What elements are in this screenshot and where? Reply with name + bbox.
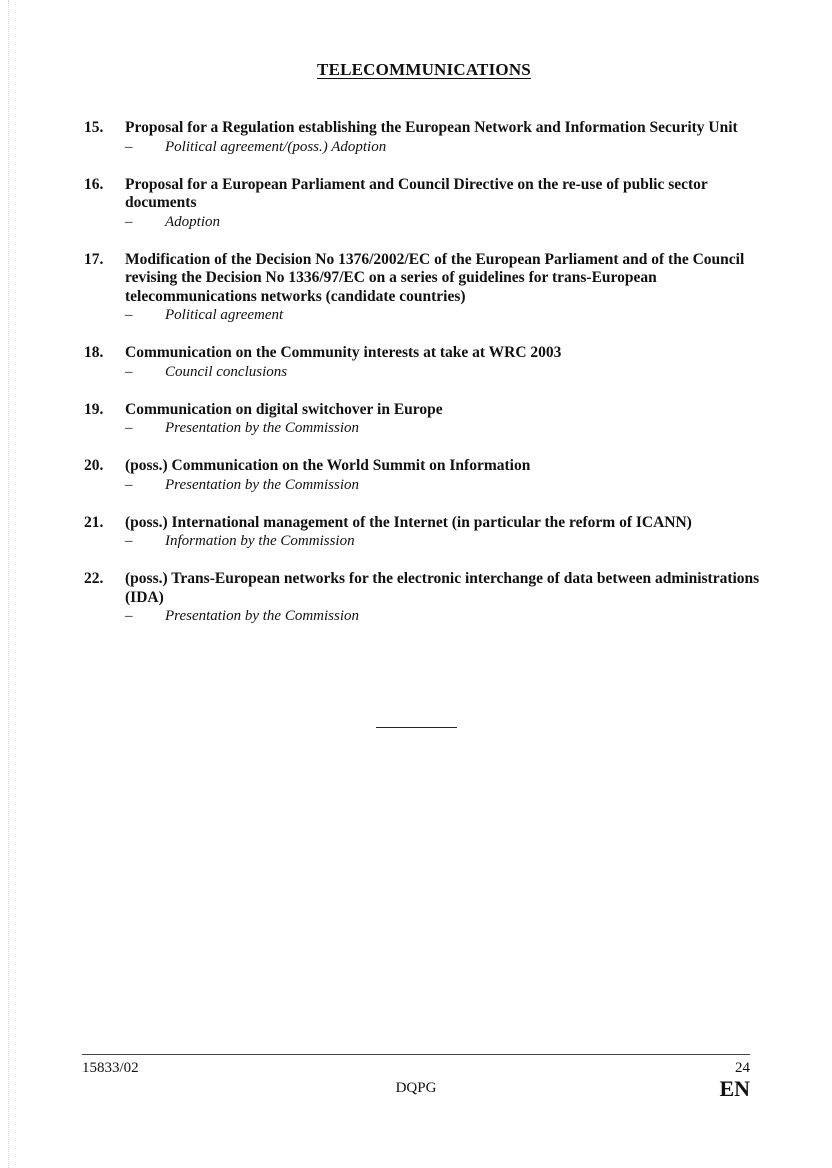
item-title: Modification of the Decision No 1376/2002/EC of the European Parliament and of the Council revising the Decision No 1336/97/EC on a series of guidelines for trans-European telecommunications networks (candidate countries) bbox=[125, 250, 745, 305]
item-number: 20. bbox=[84, 457, 104, 474]
item-action-text: Council conclusions bbox=[165, 363, 288, 380]
item-action bbox=[125, 532, 764, 551]
dash-marker: – bbox=[125, 138, 133, 155]
item-number: 21. bbox=[84, 513, 104, 531]
footer-rule bbox=[82, 1054, 750, 1055]
item-body bbox=[125, 401, 764, 439]
item-title: (poss.) Trans-European networks for the electronic interchange of data between administrations (IDA) bbox=[125, 570, 760, 606]
agenda-item-20 bbox=[84, 457, 764, 495]
end-separator-line bbox=[376, 727, 457, 728]
item-action-text: Adoption bbox=[165, 213, 220, 230]
item-action-text: Presentation by the Commission bbox=[165, 476, 360, 493]
item-body bbox=[125, 251, 764, 326]
item-action-text: Information by the Commission bbox=[165, 533, 355, 549]
item-body bbox=[125, 514, 764, 552]
item-action bbox=[125, 363, 764, 382]
item-title: Communication on the Community interests at take at WRC 2003 bbox=[125, 344, 562, 361]
item-action-text: Presentation by the Commission bbox=[165, 608, 360, 624]
agenda-item-17 bbox=[84, 251, 764, 326]
dash-marker: – bbox=[125, 307, 133, 323]
item-number: 16. bbox=[84, 175, 104, 193]
footer-document-reference: 15833/02 bbox=[82, 1060, 139, 1076]
item-number: 17. bbox=[84, 250, 104, 268]
dash-marker: – bbox=[125, 363, 133, 380]
item-title: Proposal for a European Parliament and Council Directive on the re-use of public sector documents bbox=[125, 175, 708, 211]
item-action-text: Presentation by the Commission bbox=[165, 420, 360, 436]
item-action-text: Political agreement/(poss.) Adoption bbox=[165, 138, 387, 155]
footer-page-number: 24 bbox=[735, 1060, 750, 1076]
item-action bbox=[125, 213, 764, 232]
item-action-text: Political agreement bbox=[165, 307, 284, 323]
item-number: 15. bbox=[84, 119, 104, 136]
scan-edge-artifact bbox=[8, 0, 9, 1168]
agenda-item-21 bbox=[84, 514, 764, 552]
dash-marker: – bbox=[125, 420, 133, 436]
item-title: Communication on digital switchover in Europe bbox=[125, 400, 443, 418]
item-action bbox=[125, 419, 764, 438]
item-title: Proposal for a Regulation establishing the European Network and Information Security Unit bbox=[125, 119, 738, 136]
footer-language-code: EN bbox=[719, 1076, 750, 1101]
item-action bbox=[125, 476, 764, 495]
item-action bbox=[125, 607, 764, 626]
page-title: TELECOMMUNICATIONS bbox=[317, 60, 531, 79]
item-number: 22. bbox=[84, 570, 104, 587]
item-action bbox=[125, 138, 764, 157]
agenda-item-19 bbox=[84, 401, 764, 439]
item-number: 18. bbox=[84, 344, 104, 361]
item-body bbox=[125, 457, 764, 495]
item-number: 19. bbox=[84, 400, 104, 418]
agenda-item-16 bbox=[84, 176, 764, 232]
item-body bbox=[125, 570, 764, 626]
dash-marker: – bbox=[125, 213, 133, 230]
item-action bbox=[125, 306, 764, 325]
item-body bbox=[125, 176, 764, 232]
dash-marker: – bbox=[125, 533, 133, 549]
item-body bbox=[125, 119, 764, 157]
footer-department-code: DQPG bbox=[395, 1080, 437, 1096]
item-title: (poss.) International management of the Internet (in particular the reform of ICANN) bbox=[125, 513, 692, 531]
item-body bbox=[125, 344, 764, 382]
dash-marker: – bbox=[125, 476, 133, 493]
agenda-item-15 bbox=[84, 119, 764, 157]
agenda-item-22 bbox=[84, 570, 764, 626]
agenda-item-18 bbox=[84, 344, 764, 382]
item-title: (poss.) Communication on the World Summit on Information bbox=[125, 457, 531, 474]
dash-marker: – bbox=[125, 608, 133, 624]
agenda-list bbox=[84, 119, 764, 645]
